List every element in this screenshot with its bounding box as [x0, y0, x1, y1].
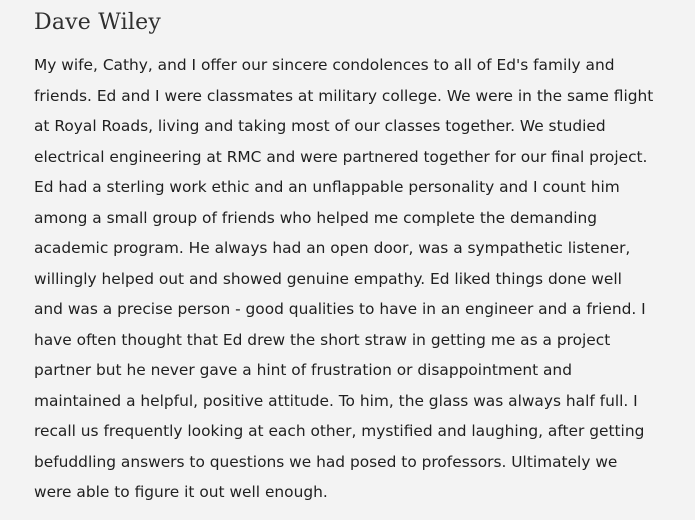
author-name: Dave Wiley — [34, 10, 161, 35]
message-line: have often thought that Ed drew the short straw in getting me as a project — [34, 330, 611, 349]
message-line: electrical engineering at RMC and were partnered together for our final project. — [34, 147, 648, 166]
message-line: at Royal Roads, living and taking most of our classes together. We studied — [34, 117, 606, 135]
message-line: among a small group of friends who helped me complete the demanding — [34, 208, 598, 227]
message-line: maintained a helpful, positive attitude. To him, the glass was always half full. I — [34, 391, 638, 410]
message-line: partner but he never gave a hint of frustration or disappointment and — [34, 361, 572, 379]
message-line: willingly helped out and showed genuine empathy. Ed liked things done well — [34, 269, 622, 288]
message-line: My wife, Cathy, and I offer our sincere condolences to all of Ed's family and — [34, 56, 615, 74]
message-line: Ed had a sterling work ethic and an unflappable personality and I count him — [34, 178, 620, 196]
message-line: academic program. He always had an open door, was a sympathetic listener, — [34, 239, 631, 257]
message-line: were able to figure it out well enough. — [34, 483, 328, 501]
message-line: recall us frequently looking at each other, mystified and laughing, after getting — [34, 422, 645, 440]
message-line: and was a precise person - good qualities to have in an engineer and a friend. I — [34, 300, 646, 318]
message-line: friends. Ed and I were classmates at military college. We were in the same flight — [34, 86, 654, 105]
message-line: befuddling answers to questions we had posed to professors. Ultimately we — [34, 452, 618, 471]
tribute-message — [34, 50, 675, 508]
